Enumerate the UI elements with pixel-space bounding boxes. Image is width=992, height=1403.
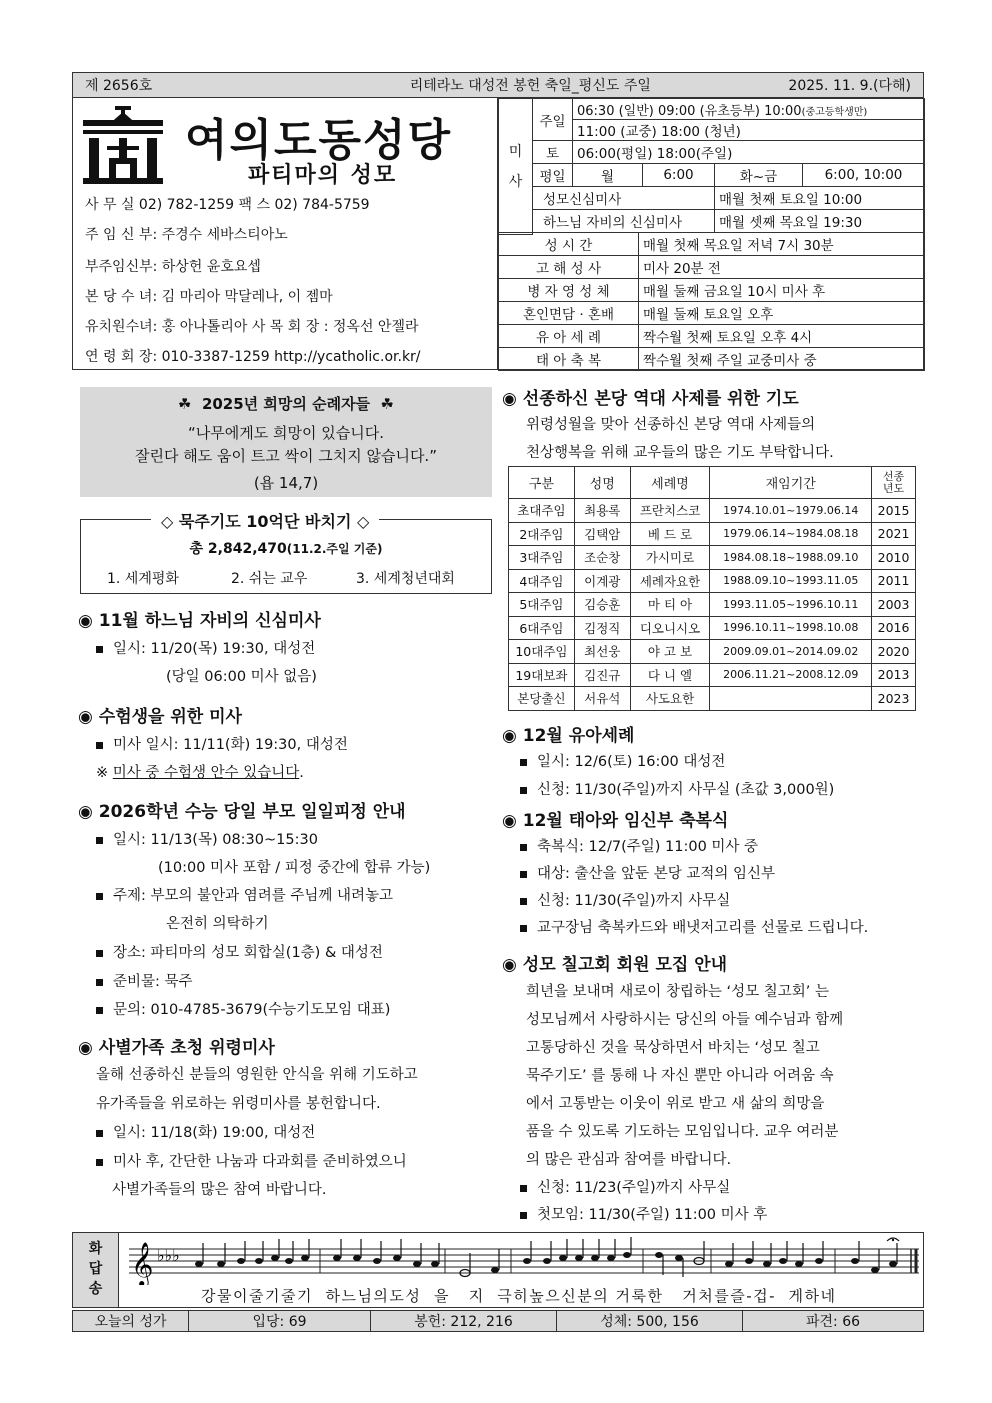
table-row bbox=[509, 546, 916, 570]
seven-sorrows-desc: 묵주기도’ 를 통해 나 자신 뿐만 아니라 어려움 속 bbox=[526, 1068, 834, 1084]
unborn-blessing-label: 태 아 축 복 bbox=[499, 348, 639, 371]
cell: 10대주임 bbox=[509, 640, 575, 664]
cell: 가시미로 bbox=[630, 546, 710, 570]
seven-sorrows-section-title: ◉ 성모 칠고회 회원 모집 안내 bbox=[502, 955, 728, 975]
clover-icon: ☘ bbox=[380, 395, 394, 413]
svg-text:𝄞: 𝄞 bbox=[131, 1242, 154, 1285]
parent-retreat-theme-cont: 온전히 의탁하기 bbox=[166, 916, 269, 932]
assistant-pastor: 부주임신부: 하상헌 윤호요셉 bbox=[85, 259, 261, 275]
marriage-time: 매월 둘째 토요일 오후 bbox=[639, 302, 925, 325]
cell: 다 니 엘 bbox=[630, 663, 710, 687]
cell: 1979.06.14~1984.08.18 bbox=[710, 522, 872, 546]
cell: 6대주임 bbox=[509, 616, 575, 640]
cell: 2021 bbox=[872, 522, 916, 546]
cell: 1984.08.18~1988.09.10 bbox=[710, 546, 872, 570]
parent-retreat-section-title: ◉ 2026학년 수능 당일 부모 일일피정 안내 bbox=[78, 802, 406, 822]
cell: 최선웅 bbox=[574, 640, 630, 664]
cell: 김택암 bbox=[574, 522, 630, 546]
rosary-total: 총 2,842,470(11.2.주일 기준) bbox=[189, 541, 383, 557]
seven-sorrows-first-meeting: 첫모임: 11/30(주일) 11:00 미사 후 bbox=[520, 1203, 767, 1224]
cell: 이계광 bbox=[574, 569, 630, 593]
col-header-death-year: 선종 년도 bbox=[872, 467, 916, 499]
cell: 2015 bbox=[872, 499, 916, 523]
saturday-times: 06:00(평일) 18:00(주일) bbox=[573, 141, 925, 164]
psalm-score bbox=[72, 1232, 924, 1308]
diamond-icon: ◇ bbox=[161, 512, 174, 531]
adoration-time: 매월 첫째 목요일 저녁 7시 30분 bbox=[639, 233, 925, 256]
cell: 4대주임 bbox=[509, 569, 575, 593]
mass-schedule-table bbox=[498, 98, 925, 235]
bereaved-mass-desc-2: 유가족들을 위로하는 위령미사를 봉헌합니다. bbox=[96, 1096, 381, 1112]
rosary-intention-3: 3. 세계청년대회 bbox=[356, 571, 455, 587]
cell: 2011 bbox=[872, 569, 916, 593]
cell: 베 드 로 bbox=[630, 522, 710, 546]
blessing-target: 대상: 출산을 앞둔 본당 교적의 임신부 bbox=[520, 862, 775, 883]
divine-mercy-mass: 하느님 자비의 신심미사 bbox=[533, 210, 715, 233]
target-icon: ◉ bbox=[78, 707, 93, 727]
church-logo bbox=[83, 106, 163, 184]
bereaved-mass-section-title: ◉ 사별가족 초청 위령미사 bbox=[78, 1038, 275, 1058]
divine-mercy-time: 매월 셋째 목요일 19:30 bbox=[715, 210, 925, 233]
seven-sorrows-desc: 희년을 보내며 새로이 창립하는 ‘성모 칠고회’ 는 bbox=[526, 984, 830, 1000]
table-row bbox=[509, 569, 916, 593]
cell: 3대주임 bbox=[509, 546, 575, 570]
contact-link[interactable]: 연 령 회 장: 010-3387-1259 http://ycatholic.or.kr/ bbox=[85, 349, 421, 365]
sick-communion-time: 매월 둘째 금요일 10시 미사 후 bbox=[639, 279, 925, 302]
table-row bbox=[509, 663, 916, 687]
jubilee-reference: (욥 14,7) bbox=[253, 474, 319, 492]
cell: 김정직 bbox=[574, 616, 630, 640]
office-phone: 사 무 실 02) 782-1259 팩 스 02) 784-5759 bbox=[85, 197, 370, 213]
cell: 1993.11.05~1996.10.11 bbox=[710, 593, 872, 617]
diamond-icon: ◇ bbox=[356, 512, 370, 531]
cell: 야 고 보 bbox=[630, 640, 710, 664]
sunday-label: 주일 bbox=[533, 99, 573, 141]
table-row bbox=[509, 687, 916, 711]
cell: 2016 bbox=[872, 616, 916, 640]
cell: 1996.10.11~1998.10.08 bbox=[710, 616, 872, 640]
rosary-title: ◇ 묵주기도 10억단 바치기 ◇ bbox=[151, 509, 379, 532]
seven-sorrows-desc: 성모님께서 사랑하시는 당신의 아들 예수님과 함께 bbox=[526, 1012, 844, 1028]
misa-label: 미 사 bbox=[499, 99, 533, 235]
kindergarten-sister: 유치원수녀: 홍 아나톨리아 사 목 회 장 : 정옥선 안젤라 bbox=[85, 319, 419, 335]
infant-baptism-apply: 신청: 11/30(주일)까지 사무실 (초값 3,000원) bbox=[520, 778, 834, 799]
col-header-term: 재임기간 bbox=[710, 467, 872, 499]
bereaved-mass-desc-1: 올해 선종하신 분들의 영원한 안식을 위해 기도하고 bbox=[96, 1067, 418, 1083]
weekday-label: 평일 bbox=[533, 164, 573, 187]
pastor: 주 임 신 부: 주경수 세바스티아노 bbox=[85, 227, 288, 243]
rosary-intention-2: 2. 쉬는 교우 bbox=[231, 571, 308, 587]
issue-date: 2025. 11. 9.(다해) bbox=[788, 78, 911, 94]
bereaved-mass-note: 미사 후, 간단한 나눔과 다과회를 준비하였으니 bbox=[96, 1150, 407, 1171]
blessing-apply: 신청: 11/30(주일)까지 사무실 bbox=[520, 889, 730, 910]
divine-mercy-date: 일시: 11/20(목) 19:30, 대성전 bbox=[96, 637, 315, 658]
hymn-entrance: 입당: 69 bbox=[189, 1311, 371, 1331]
table-row bbox=[509, 640, 916, 664]
monday-time: 6:00 bbox=[643, 164, 715, 187]
cell: 2003 bbox=[872, 593, 916, 617]
cell: 사도요한 bbox=[630, 687, 710, 711]
mass-schedule bbox=[498, 98, 925, 370]
masthead bbox=[72, 98, 924, 370]
infant-baptism-section-title: ◉ 12월 유아세례 bbox=[502, 726, 635, 746]
infant-baptism-time: 짝수월 첫째 토요일 오후 4시 bbox=[639, 325, 925, 348]
feast-title: 리테라노 대성전 봉헌 축일_평신도 주일 bbox=[409, 78, 651, 94]
infant-baptism-date: 일시: 12/6(토) 16:00 대성전 bbox=[520, 750, 725, 771]
sacrament-table bbox=[498, 232, 925, 371]
cell: 최용록 bbox=[574, 499, 630, 523]
cell: 김진규 bbox=[574, 663, 630, 687]
priests-prayer-desc-1: 위령성월을 맞아 선종하신 본당 역대 사제들의 bbox=[526, 417, 816, 433]
unborn-blessing-time: 짝수월 첫째 주일 교중미사 중 bbox=[639, 348, 925, 371]
priests-prayer-desc-2: 천상행복을 위해 교우들의 많은 기도 부탁합니다. bbox=[526, 445, 834, 461]
blessing-section-title: ◉ 12월 태아와 임신부 축복식 bbox=[502, 811, 729, 831]
cell: 세례자요한 bbox=[630, 569, 710, 593]
cell: 김승훈 bbox=[574, 593, 630, 617]
cell: 초대주임 bbox=[509, 499, 575, 523]
cell: 19대보좌 bbox=[509, 663, 575, 687]
seven-sorrows-apply: 신청: 11/23(주일)까지 사무실 bbox=[520, 1176, 730, 1197]
cell: 5대주임 bbox=[509, 593, 575, 617]
jubilee-box bbox=[80, 387, 492, 497]
target-icon: ◉ bbox=[78, 1038, 93, 1058]
hymn-offertory: 봉헌: 212, 216 bbox=[371, 1311, 557, 1331]
priests-prayer-section-title: ◉ 선종하신 본당 역대 사제를 위한 기도 bbox=[502, 389, 799, 409]
sisters: 본 당 수 녀: 김 마리아 막달레나, 이 젬마 bbox=[85, 289, 333, 305]
bereaved-mass-note-cont: 사별가족들의 많은 참여 바랍니다. bbox=[112, 1182, 327, 1198]
target-icon: ◉ bbox=[502, 955, 517, 975]
jubilee-quote-1: “나무에게도 희망이 있습니다. bbox=[188, 424, 384, 442]
cell: 2020 bbox=[872, 640, 916, 664]
target-icon: ◉ bbox=[502, 726, 517, 746]
col-header-name: 성명 bbox=[574, 467, 630, 499]
table-row bbox=[509, 616, 916, 640]
issue-number: 제 2656호 bbox=[85, 78, 153, 94]
divine-mercy-section-title: ◉ 11월 하느님 자비의 신심미사 bbox=[78, 611, 321, 631]
cell: 2013 bbox=[872, 663, 916, 687]
col-header-baptism: 세례명 bbox=[630, 467, 710, 499]
exam-mass-note: ※ 미사 중 수험생 안수 있습니다. bbox=[96, 765, 304, 781]
cell: 서유석 bbox=[574, 687, 630, 711]
rosary-box bbox=[80, 512, 492, 594]
church-subtitle: 파티마의 성모 bbox=[248, 163, 398, 188]
cell bbox=[710, 687, 872, 711]
heart-of-mary-mass: 성모신심미사 bbox=[533, 187, 715, 210]
rosary-intention-1: 1. 세계평화 bbox=[107, 571, 179, 587]
blessing-date: 축복식: 12/7(주일) 11:00 미사 중 bbox=[520, 835, 758, 856]
seven-sorrows-desc: 품을 수 있도록 기도하는 모임입니다. 교우 여러분 bbox=[526, 1124, 839, 1140]
exam-mass-section-title: ◉ 수험생을 위한 미사 bbox=[78, 707, 242, 727]
col-header-role: 구분 bbox=[509, 467, 575, 499]
parent-retreat-theme: 주제: 부모의 불안과 염려를 주님께 내려놓고 bbox=[96, 884, 393, 905]
infant-baptism-label: 유 아 세 례 bbox=[499, 325, 639, 348]
cell: 1974.10.01~1979.06.14 bbox=[710, 499, 872, 523]
confession-label: 고 해 성 사 bbox=[499, 256, 639, 279]
hymn-title: 오늘의 성가 bbox=[73, 1311, 189, 1331]
table-row bbox=[509, 522, 916, 546]
svg-text:♭♭♭: ♭♭♭ bbox=[157, 1246, 180, 1265]
clover-icon: ☘ bbox=[178, 395, 192, 413]
cell: 2006.11.21~2008.12.09 bbox=[710, 663, 872, 687]
priests-table bbox=[508, 466, 916, 711]
psalm-lyrics: 강물이줄기줄기 하느님의도성 을 지 극히높으신분의 거룩한 거처를즐-겁- 게하네 bbox=[201, 1287, 837, 1305]
parent-retreat-date: 일시: 11/13(목) 08:30~15:30 bbox=[96, 828, 318, 849]
cell: 2대주임 bbox=[509, 522, 575, 546]
marriage-label: 혼인면담 · 혼배 bbox=[499, 302, 639, 325]
sick-communion-label: 병 자 영 성 체 bbox=[499, 279, 639, 302]
cell: 2009.09.01~2014.09.02 bbox=[710, 640, 872, 664]
cell: 디오니시오 bbox=[630, 616, 710, 640]
cell: 프란치스코 bbox=[630, 499, 710, 523]
target-icon: ◉ bbox=[78, 611, 93, 631]
divine-mercy-note: (당일 06:00 미사 없음) bbox=[166, 669, 317, 685]
parish-info bbox=[73, 98, 498, 370]
cell: 마 티 아 bbox=[630, 593, 710, 617]
cell: 1988.09.10~1993.11.05 bbox=[710, 569, 872, 593]
tue-fri-time: 6:00, 10:00 bbox=[803, 164, 925, 187]
cell: 본당출신 bbox=[509, 687, 575, 711]
seven-sorrows-desc: 의 많은 관심과 참여를 바랍니다. bbox=[526, 1152, 732, 1168]
church-name: 여의도동성당 bbox=[185, 115, 453, 166]
hymn-footer bbox=[72, 1310, 924, 1332]
seven-sorrows-desc: 에서 고통받는 이웃이 위로 받고 새 삶의 희망을 bbox=[526, 1096, 825, 1112]
parent-retreat-items: 준비물: 묵주 bbox=[96, 970, 193, 991]
jubilee-quote-2: 잘린다 해도 움이 트고 싹이 그치지 않습니다.” bbox=[135, 447, 437, 465]
jubilee-title: ☘ 2025년 희망의 순례자들 ☘ bbox=[178, 395, 394, 413]
target-icon: ◉ bbox=[502, 389, 517, 409]
table-row bbox=[509, 593, 916, 617]
church-icon bbox=[83, 106, 163, 184]
psalm-label: 화 답 송 bbox=[73, 1233, 119, 1307]
target-icon: ◉ bbox=[502, 811, 517, 831]
cell: 2023 bbox=[872, 687, 916, 711]
sunday-times-1: 06:30 (일반) 09:00 (유초등부) 10:00(중고등학생만) bbox=[573, 99, 925, 120]
bereaved-mass-date: 일시: 11/18(화) 19:00, 대성전 bbox=[96, 1121, 315, 1142]
target-icon: ◉ bbox=[78, 802, 93, 822]
monday-label: 월 bbox=[573, 164, 643, 187]
hymn-recession: 파견: 66 bbox=[805, 1314, 861, 1330]
adoration-label: 성 시 간 bbox=[499, 233, 639, 256]
cell: 2010 bbox=[872, 546, 916, 570]
table-row bbox=[509, 499, 916, 523]
parent-retreat-place: 장소: 파티마의 성모 회합실(1층) & 대성전 bbox=[96, 941, 383, 962]
parent-retreat-date-note: (10:00 미사 포함 / 피정 중간에 합류 가능) bbox=[158, 860, 431, 876]
seven-sorrows-desc: 고통당하신 것을 묵상하면서 바치는 ‘성모 칠고 bbox=[526, 1040, 820, 1056]
cell: 조순창 bbox=[574, 546, 630, 570]
tue-fri-label: 화~금 bbox=[715, 164, 803, 187]
parent-retreat-contact: 문의: 010-4785-3679(수능기도모임 대표) bbox=[96, 998, 390, 1019]
hymn-communion: 성체: 500, 156 bbox=[557, 1311, 743, 1331]
music-staff-icon bbox=[123, 1235, 923, 1285]
confession-time: 미사 20분 전 bbox=[639, 256, 925, 279]
sunday-times-2: 11:00 (교중) 18:00 (청년) bbox=[573, 120, 925, 141]
top-bar bbox=[72, 72, 924, 98]
heart-of-mary-time: 매월 첫째 토요일 10:00 bbox=[715, 187, 925, 210]
saturday-label: 토 bbox=[533, 141, 573, 164]
exam-mass-date: 미사 일시: 11/11(화) 19:30, 대성전 bbox=[96, 733, 348, 754]
blessing-gift: 교구장님 축복카드와 배냇저고리를 선물로 드립니다. bbox=[520, 916, 868, 937]
